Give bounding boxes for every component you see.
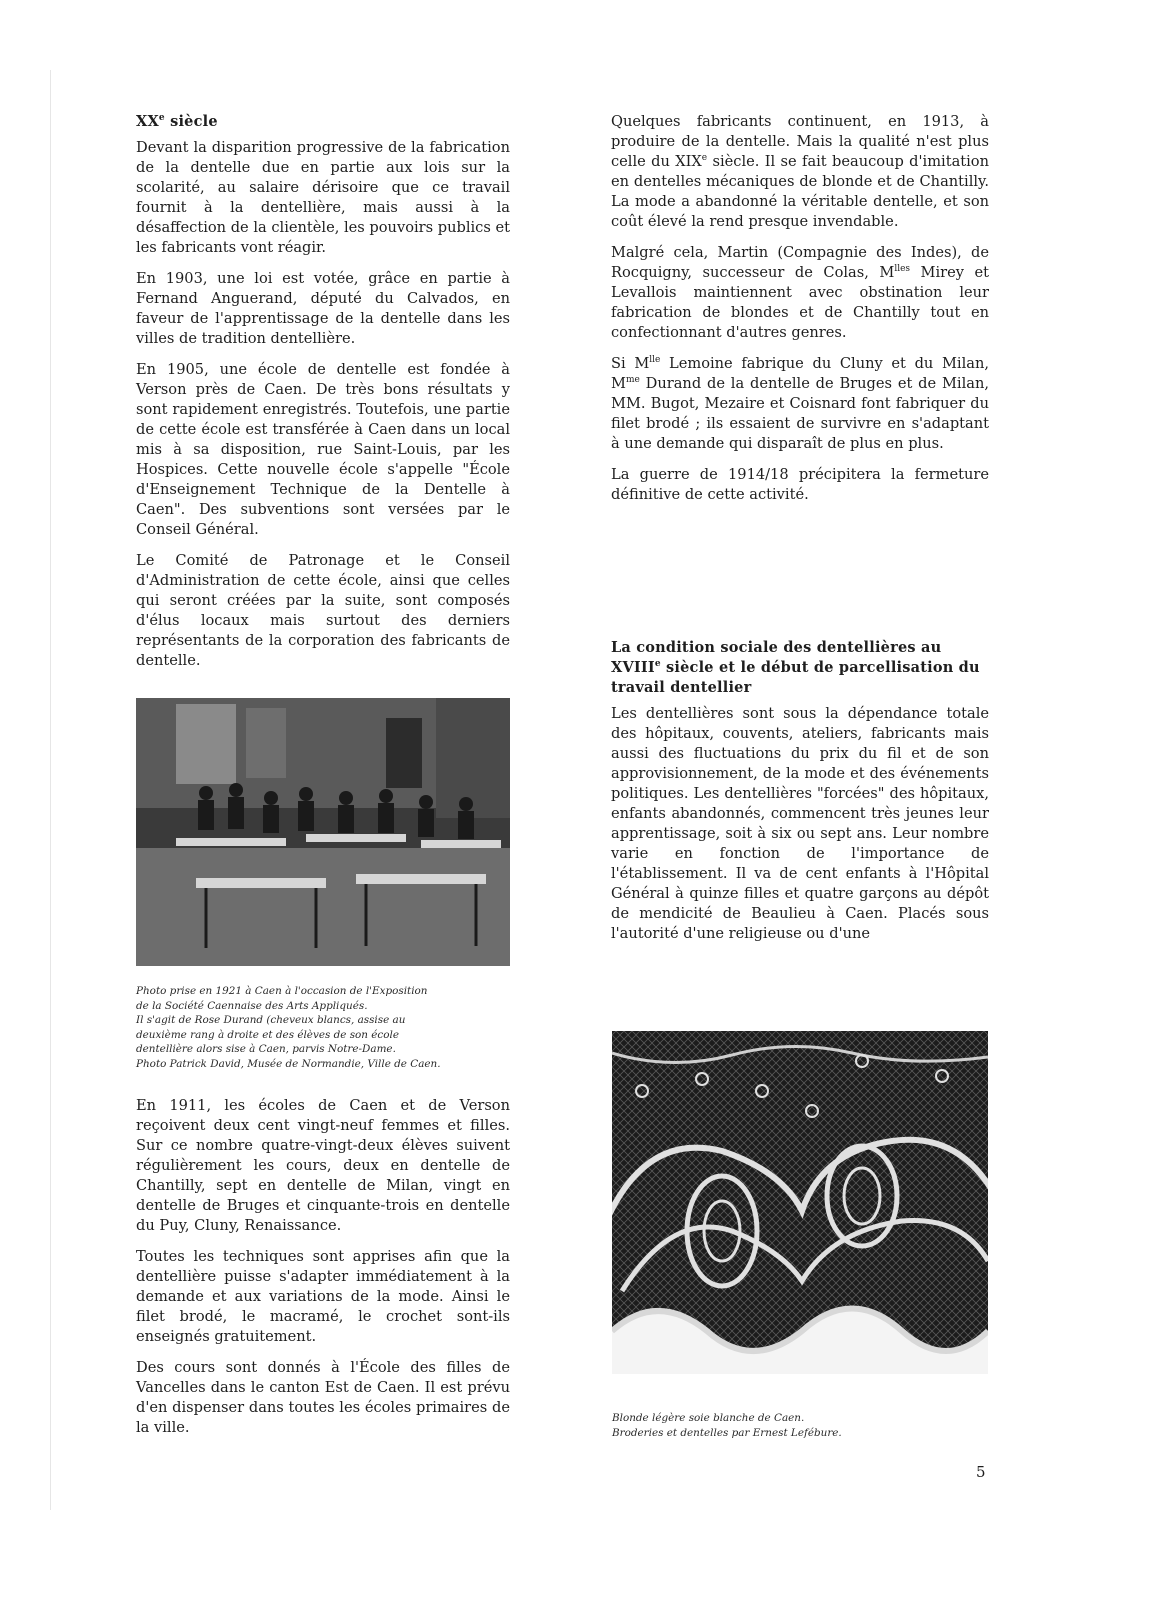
section-heading-xxe-siecle: XXe siècle <box>136 113 218 130</box>
caption-line: Il s'agit de Rose Durand (cheveux blancs, assise au <box>136 1014 406 1026</box>
section-heading-condition-sociale: La condition sociale des dentellières au XVIIIe siècle et le début de parcellisation du travail dentellier <box>611 639 980 696</box>
page-number: 5 <box>976 1463 986 1481</box>
right-column-lower <box>611 638 989 955</box>
paragraph: Les dentellières sont sous la dépendance totale des hôpitaux, couvents, ateliers, fabricants mais aussi des fluctuations du prix du fil et de son approvisionnement, de la mode et des événements politiques. Les dentellières "forcées" des hôpitaux, enfants abandonnés, commencent très jeunes leur apprentissage, soit à six ou sept ans. Leur nombre varie en fonction de l'importance de l'établissement. Il va de cent enfants à l'Hôpital Général à quinze filles et quatre garçons au dépôt de mendicité de Beaulieu à Caen. Placés sous l'autorité d'une religieuse ou d'une <box>611 705 989 942</box>
caption-line: dentellière alors sise à Caen, parvis Notre-Dame. <box>136 1043 396 1055</box>
caption-line: Photo prise en 1921 à Caen à l'occasion de l'Exposition <box>136 985 428 997</box>
paragraph: Devant la disparition progressive de la fabrication de la dentelle due en partie aux lois sur la scolarité, au salaire dérisoire que ce travail fournit à la dentellière, mais aussi à la désaffection de la clientèle, les pouvoirs publics et les fabricants vont réagir. <box>136 139 510 256</box>
caption-line: de la Société Caennaise des Arts Appliqués. <box>136 999 368 1012</box>
classroom-photo <box>136 698 510 966</box>
paragraph: Des cours sont donnés à l'École des filles de Vancelles dans le canton Est de Caen. Il est prévu d'en dispenser dans toutes les écoles primaires de la ville. <box>136 1359 510 1436</box>
lace-caption <box>612 1411 988 1440</box>
right-column <box>611 112 989 516</box>
left-column <box>136 112 510 682</box>
paragraph: Toutes les techniques sont apprises afin que la dentellière puisse s'adapter immédiatement à la demande et aux variations de la mode. Ainsi le filet brodé, le macramé, le crochet sont-ils enseignés gratuitement. <box>136 1248 510 1345</box>
paragraph: Malgré cela, Martin (Compagnie des Indes), de Rocquigny, successeur de Colas, $M^{lles}$ Mirey et Levallois maintiennent avec obstination leur fabrication de blondes et de Chantilly tout en confectionnant d'autres genres. <box>611 244 989 341</box>
paragraph: Si $M^{lle}$ Lemoine fabrique du Cluny et du Milan, $M^{me}$ Durand de la dentelle de Bruges et de Milan, MM. Bugot, Mezaire et Coisnard font fabriquer du filet brodé ; ils essaient de survivre en s'adaptant à une demande qui disparaît de plus en plus. <box>611 355 989 452</box>
paragraph: En 1903, une loi est votée, grâce en partie à Fernand Anguerand, député du Calvados, en faveur de l'apprentissage de la dentelle dans les villes de tradition dentellière. <box>136 270 510 347</box>
caption-line: deuxième rang à droite et des élèves de son école <box>136 1028 399 1041</box>
paragraph: Le Comité de Patronage et le Conseil d'Administration de cette école, ainsi que celles qui seront créées par la suite, sont composés d'élus locaux mais surtout des derniers représentants de la corporation des fabricants de dentelle. <box>136 552 510 669</box>
caption-line: Broderies et dentelles par Ernest Lefébure. <box>612 1426 842 1439</box>
paragraph: La guerre de 1914/18 précipitera la fermeture définitive de cette activité. <box>611 466 989 503</box>
paragraph: Quelques fabricants continuent, en 1913, à produire de la dentelle. Mais la qualité n'est plus celle du XIXe siècle. Il se fait beaucoup d'imitation en dentelles mécaniques de blonde et de Chantilly. La mode a abandonné la véritable dentelle, et son coût élevé la rend presque invendable. <box>611 113 989 230</box>
left-column-lower <box>136 1096 510 1449</box>
paragraph: En 1911, les écoles de Caen et de Verson reçoivent deux cent vingt-neuf femmes et filles. Sur ce nombre quatre-vingt-deux élèves suivent régulièrement les cours, deux en dentelle de Chantilly, sept en dentelle de Milan, vingt en dentelle de Bruges et cinquante-trois en dentelle du Puy, Cluny, Renaissance. <box>136 1097 510 1234</box>
photo-caption <box>136 984 516 1071</box>
paragraph: En 1905, une école de dentelle est fondée à Verson près de Caen. De très bons résultats y sont rapidement enregistrés. Toutefois, une partie de cette école est transférée à Caen dans un local mis à sa disposition, rue Saint-Louis, par les Hospices. Cette nouvelle école s'appelle "École d'Enseignement Technique de la Dentelle à Caen". Des subventions sont versées par le Conseil Général. <box>136 361 510 538</box>
lace-photo <box>612 1031 988 1374</box>
caption-line: Photo Patrick David, Musée de Normandie, Ville de Caen. <box>136 1057 441 1070</box>
scan-edge <box>50 70 51 1510</box>
caption-line: Blonde légère soie blanche de Caen. <box>612 1412 805 1424</box>
